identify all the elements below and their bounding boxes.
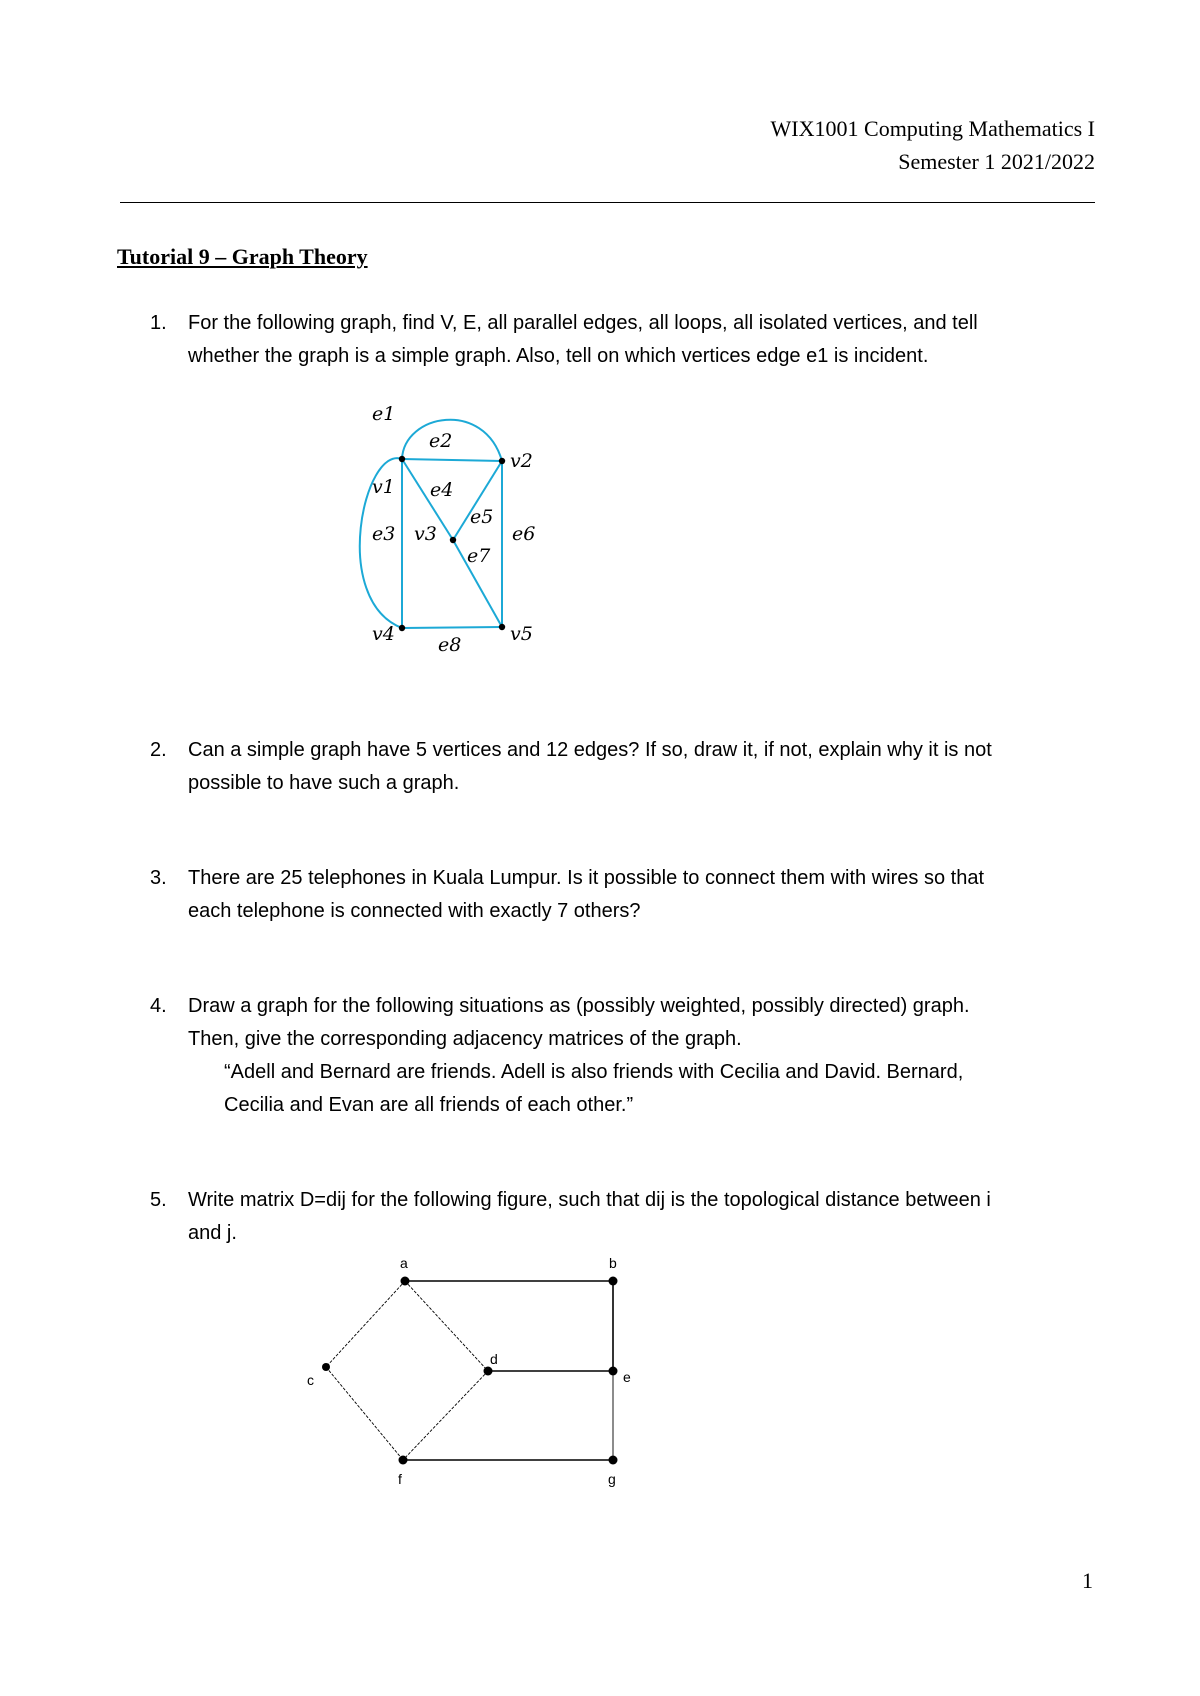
question-line: and j. xyxy=(188,1222,237,1244)
question-text xyxy=(188,862,1098,928)
semester-label: Semester 1 2021/2022 xyxy=(898,149,1095,174)
vertex-label-v5: v5 xyxy=(510,623,533,645)
header-divider xyxy=(120,202,1095,203)
edge-e5 xyxy=(453,461,502,540)
vertex-e xyxy=(609,1367,618,1376)
edge-label-e1: e1 xyxy=(372,403,396,425)
page-number: 1 xyxy=(1082,1568,1093,1593)
vertex-label-f: f xyxy=(398,1471,402,1487)
vertex-label-e: e xyxy=(623,1369,631,1385)
vertex-label-v1: v1 xyxy=(372,476,395,498)
vertex-f xyxy=(399,1456,408,1465)
vertex-label-c: c xyxy=(307,1372,314,1388)
edge-a-c xyxy=(326,1281,405,1367)
question-number: 4. xyxy=(150,995,167,1017)
question-line: possible to have such a graph. xyxy=(188,772,460,794)
vertex-label-g: g xyxy=(608,1471,616,1487)
question-text xyxy=(188,990,1098,1122)
edge-label-e5: e5 xyxy=(470,506,494,528)
question-text xyxy=(188,734,1098,800)
question-line: For the following graph, find V, E, all parallel edges, all loops, all isolated vertices, and tell xyxy=(188,312,978,334)
question-number: 2. xyxy=(150,739,167,761)
edge-label-e8: e8 xyxy=(438,634,462,656)
course-title: WIX1001 Computing Mathematics I xyxy=(770,116,1095,141)
quote-line: Cecilia and Evan are all friends of each other.” xyxy=(224,1094,634,1116)
vertex-d xyxy=(484,1367,493,1376)
vertex-b xyxy=(609,1277,618,1286)
quote-line: “Adell and Bernard are friends. Adell is also friends with Cecilia and David. Bernard, xyxy=(224,1061,964,1083)
vertex-a xyxy=(401,1277,410,1286)
question-number: 1. xyxy=(150,312,167,334)
vertex-label-d: d xyxy=(490,1351,498,1367)
question-number: 3. xyxy=(150,867,167,889)
vertex-v2 xyxy=(499,458,505,464)
question-line: Write matrix D=dij for the following figure, such that dij is the topological distance between i xyxy=(188,1189,991,1211)
edge-label-e4: e4 xyxy=(430,479,454,501)
edge-a-d xyxy=(405,1281,488,1371)
vertex-label-b: b xyxy=(609,1255,617,1271)
question-line: each telephone is connected with exactly 7 others? xyxy=(188,900,641,922)
graph-figure-2 xyxy=(300,1250,650,1490)
vertex-v3 xyxy=(450,537,456,543)
question-number: 5. xyxy=(150,1189,167,1211)
vertex-g xyxy=(609,1456,618,1465)
edge-e8 xyxy=(402,627,502,628)
edge-d-f xyxy=(403,1371,488,1460)
graph-figure-1 xyxy=(350,400,550,660)
edge-label-e2: e2 xyxy=(429,430,453,452)
vertex-v5 xyxy=(499,624,505,630)
vertex-label-v4: v4 xyxy=(372,623,395,645)
page-header xyxy=(771,112,1095,178)
edge-label-e7: e7 xyxy=(467,545,491,567)
vertex-c xyxy=(322,1363,330,1371)
question-line: Then, give the corresponding adjacency matrices of the graph. xyxy=(188,1028,742,1050)
edge-label-e6: e6 xyxy=(512,523,536,545)
vertex-v4 xyxy=(399,625,405,631)
tutorial-title: Tutorial 9 – Graph Theory xyxy=(117,244,368,269)
vertex-label-a: a xyxy=(400,1255,408,1271)
question-line: There are 25 telephones in Kuala Lumpur. Is it possible to connect them with wires so that xyxy=(188,867,984,889)
vertex-v1 xyxy=(399,456,405,462)
edge-c-f xyxy=(326,1367,403,1460)
edge-e2 xyxy=(402,459,502,461)
question-line: whether the graph is a simple graph. Also, tell on which vertices edge e1 is incident. xyxy=(188,345,929,367)
question-line: Draw a graph for the following situations as (possibly weighted, possibly directed) graph. xyxy=(188,995,970,1017)
question-line: Can a simple graph have 5 vertices and 12 edges? If so, draw it, if not, explain why it is not xyxy=(188,739,992,761)
question-text xyxy=(188,307,1098,373)
question-text xyxy=(188,1184,1098,1250)
vertex-label-v3: v3 xyxy=(414,523,437,545)
vertex-label-v2: v2 xyxy=(510,450,533,472)
edge-label-e3: e3 xyxy=(372,523,396,545)
